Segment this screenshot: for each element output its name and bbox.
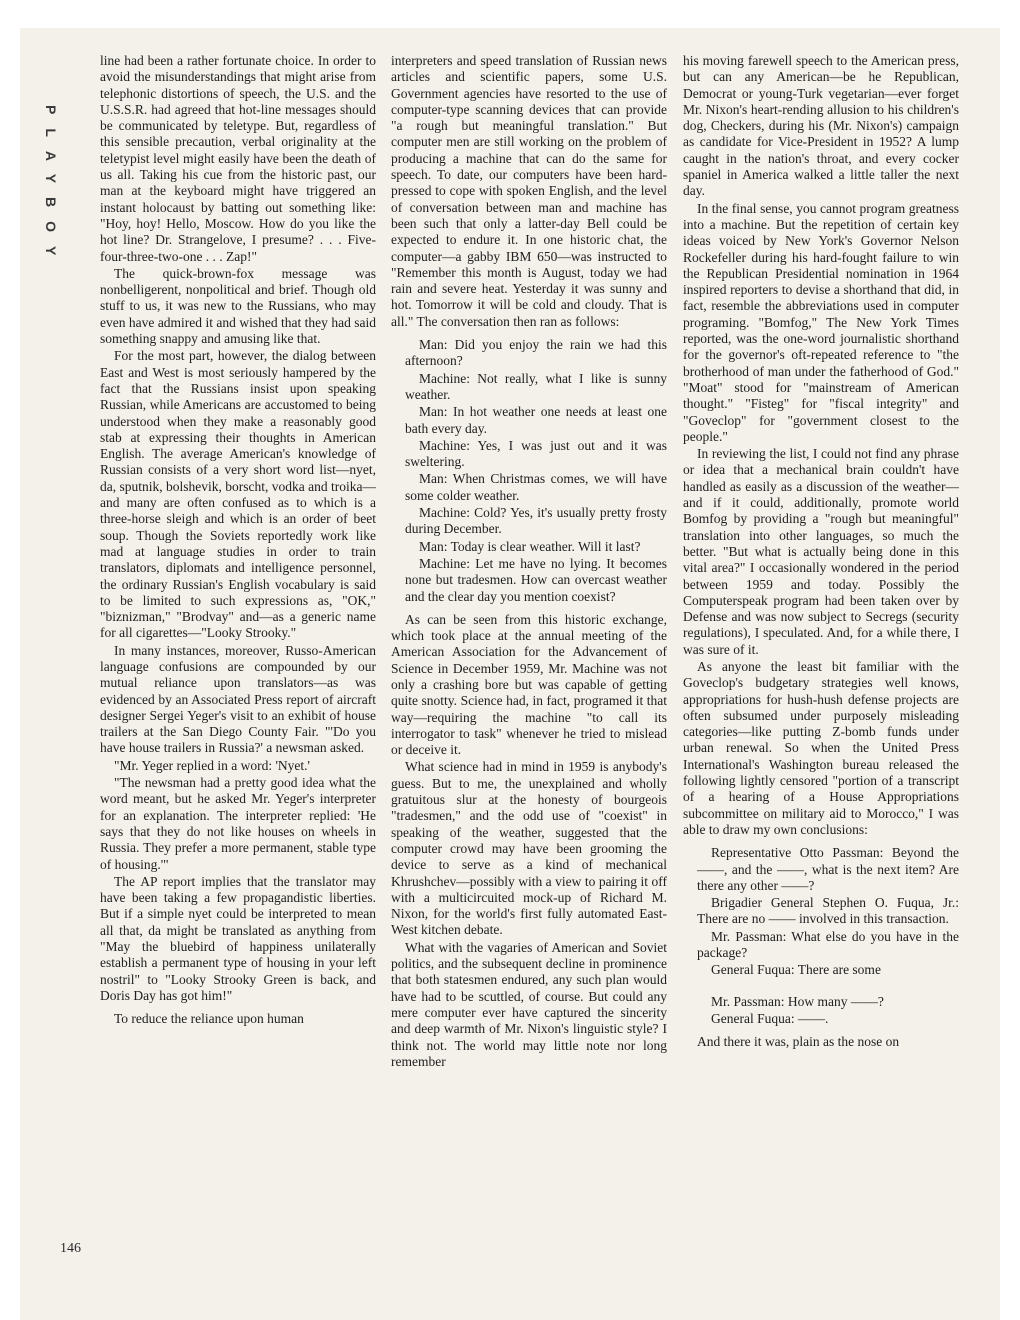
paragraph: interpreters and speed translation of Russian news articles and scientific papers, some U.S. Government agencies have resorted to the use of computer-type scanning devices that can provide "a rough but meaningful translation." But computer men are still working on the problem of producing a machine that can do the same for speech. To date, our computers have been hard-pressed to cope with spoken English, and the level of conversation between man and machine has been such that only a latter-day Bell could be expected to endure it. In one historic chat, the computer—a gabby IBM 650—was instructed to "Remember this month is August, today we had rain and severe heat. Yesterday it was sunny and hot. Tomorrow it will be cold and cloudy. That is all." The conversation then ran as follows: bbox=[391, 53, 667, 329]
transcript-line: General Fuqua: There are some bbox=[711, 962, 881, 978]
paragraph: The AP report implies that the translator may have been taking a few propagandistic liberties. But if a simple nyet could be interpreted to mean all that, da might be translated as anything from "May the bluebird of happiness unilaterally establish a permanent type of housing in your left nostril" to "Looky Strooky Green is back, and Doris Day has got him!" bbox=[100, 873, 376, 1003]
dialog-line: Man: In hot weather one needs at least one bath every day. bbox=[405, 404, 667, 436]
paragraph: "Mr. Yeger replied in a word: 'Nyet.' bbox=[114, 757, 310, 773]
paragraph: In many instances, moreover, Russo-American language confusions are compounded by our mutual reliance upon translators—as was evidenced by an Associated Press report of aircraft designer Sergei Yeger's visit to an exhibit of house trailers at the San Diego County Fair. "'Do you have house trailers in Russia?' a newsman asked. bbox=[100, 642, 376, 756]
paragraph: What with the vagaries of American and Soviet politics, and the subsequent decline in prominence that both statesmen endured, any such plan would have had to be scuttled, of course. But could any mere computer ever have captured the sincerity and deep warmth of Mr. Nixon's linguistic style? I think not. The world may little note nor long remember bbox=[391, 939, 667, 1069]
page-number: 146 bbox=[60, 1241, 81, 1256]
transcript-block bbox=[683, 845, 959, 1027]
paragraph: And there it was, plain as the nose on bbox=[697, 1034, 900, 1050]
dialog-line: Machine: Let me have no lying. It becomes none but tradesmen. How can overcast weather and the clear day you mention coexist? bbox=[405, 555, 667, 604]
transcript-line: Mr. Passman: What else do you have in the package? bbox=[697, 928, 959, 961]
paragraph: For the most part, however, the dialog between East and West is most seriously hampered by the fact that the Russians insist upon speaking Russian, while Americans are accustomed to being understood when they make a reasonably good stab at expressing their thoughts in American English. The average American's knowledge of Russian consists of a very short word list—nyet, da, sputnik, bolshevik, borscht, vodka and troika—and many are often confused as to which is a three-horse sleigh and which is an order of beet soup. Though the Soviets reportedly work like mad at language studies in order to train translators, diplomats and intelligence personnel, the ordinary Russian's English vocabulary is said to be limited to such expressions as, "OK," "biznizman," "Brodvay" and—as a generic name for all cigarettes—"Looky Strooky." bbox=[100, 348, 376, 641]
transcript-line: General Fuqua: ——. bbox=[711, 1010, 829, 1026]
dialog-block bbox=[391, 337, 667, 605]
paragraph: In the final sense, you cannot program greatness into a machine. But the repetition of certain key ideas voiced by New York's Governor Nelson Rockefeller during his hard-fought failure to win the Republican Presidential nomination in 1964 inspired reporters to devise a shorthand that did, in fact, resemble the abbreviations used in computer programing. "Bomfog," The New York Times reported, was the one-word journalistic shorthand for the governor's oft-repeated reference to "the brotherhood of man under the fatherhood of God." "Moat" stood for "mainstream of American thought." "Fisteg" for "fiscal integrity" and "Goveclop" for "government closest to the people." bbox=[683, 200, 959, 444]
article-column-1 bbox=[100, 53, 376, 1263]
dialog-line: Machine: Cold? Yes, it's usually pretty frosty during December. bbox=[405, 505, 667, 537]
dialog-line: Machine: Not really, what I like is sunny weather. bbox=[405, 370, 667, 402]
paragraph: line had been a rather fortunate choice. In order to avoid the misunderstandings that might arise from telephonic distortions of speech, the U.S. and the U.S.S.R. had agreed that hot-line messages should be communicated by teletype. But, regardless of this sensible precaution, verbal originality at the teletypist level might easily have been the death of us all. Taking his cue from the historic past, our man at the keyboard might have triggered an instant holocaust by batting out something like: "Hoy, hoy! Hello, Moscow. How do you like the hot line? Dr. Strangelove, I presume? . . . Five-four-three-two-one . . . Zap!" bbox=[100, 53, 376, 264]
paragraph: his moving farewell speech to the American press, but can any American—be he Republican, Democrat or young-Turk vegetarian—ever forget Mr. Nixon's heart-rending allusion to his children's dog, Checkers, during his (Mr. Nixon's) campaign as candidate for Vice-President in 1952? A lump caught in the nation's throat, and every cocker spaniel in America walked a little taller the next day. bbox=[683, 53, 959, 199]
transcript-line: Brigadier General Stephen O. Fuqua, Jr.: There are no —— involved in this transaction. bbox=[697, 895, 959, 927]
article-column-2 bbox=[391, 53, 667, 1263]
transcript-line: Representative Otto Passman: Beyond the ——, and the ——, what is the next item? Are there any other ——? bbox=[697, 845, 959, 893]
paragraph: In reviewing the list, I could not find any phrase or idea that a mechanical brain couldn't have handled as easily as a discussion of the weather—and if it could, additionally, promote world Bomfog by providing a "rough but meaningful" translation into other languages, so much the better. "But what is actually being done in this vital area?" I occasionally wondered in the period between 1959 and today. Possibly the Computerspeak program had been taken over by Defense and was now subject to Secregs (security regulations), I speculated. And, for a while there, I was sure of it. bbox=[683, 446, 959, 657]
paragraph: The quick-brown-fox message was nonbelligerent, nonpolitical and brief. Though old stuff to us, it was new to the Russians, who may even have admired it and wished that they had said something snappy and amusing like that. bbox=[100, 265, 376, 347]
censored-gap bbox=[697, 980, 959, 994]
transcript-line: Mr. Passman: How many ——? bbox=[711, 993, 884, 1009]
dialog-line: Man: Today is clear weather. Will it last? bbox=[419, 538, 641, 554]
dialog-line: Man: Did you enjoy the rain we had this afternoon? bbox=[405, 337, 667, 369]
paragraph: To reduce the reliance upon human bbox=[114, 1011, 304, 1027]
paragraph: What science had in mind in 1959 is anybody's guess. But to me, the unexplained and wholly gratuitous slur at the honesty of bourgeois "tradesmen," and the odd use of "coexist" in speaking of the weather, suggested that the computer crowd may have been grooming the device to serve as a kind of mechanical Khrushchev—possibly with a view to pairing it off with a multicircuited mock-up of Richard M. Nixon, for the world's first fully automated East-West kitchen debate. bbox=[391, 759, 667, 938]
paragraph: "The newsman had a pretty good idea what the word meant, but he asked Mr. Yeger's interpreter for an explanation. The interpreter replied: 'He says that they do not like houses on wheels in Russia. They prefer a more permanent, stable type of housing.'" bbox=[100, 775, 376, 872]
dialog-line: Machine: Yes, I was just out and it was sweltering. bbox=[405, 437, 667, 470]
side-label-text: PLAYBOY bbox=[43, 105, 59, 270]
paragraph: As anyone the least bit familiar with the Goveclop's budgetary strategies well knows, appropriations for hush-hush defense projects are often subsumed under purposely misleading categories—like putting Z-bomb funds under urban renewal. So when the United Press International's Washington bureau released the following lightly censored "portion of a transcript of a hearing of a House Appropriations subcommittee on military aid to Morocco," I was able to draw my own conclusions: bbox=[683, 658, 959, 837]
article-column-3 bbox=[683, 53, 959, 1263]
paragraph: As can be seen from this historic exchange, which took place at the annual meeting of the American Association for the Advancement of Science in December 1959, Mr. Machine was not only a crashing bore but was capable of getting quite snotty. Science had, in fact, programed it that way—requiring the machine "to call its interrogator to task" whenever he tried to mislead or deceive it. bbox=[391, 611, 667, 758]
dialog-line: Man: When Christmas comes, we will have some colder weather. bbox=[405, 471, 667, 503]
